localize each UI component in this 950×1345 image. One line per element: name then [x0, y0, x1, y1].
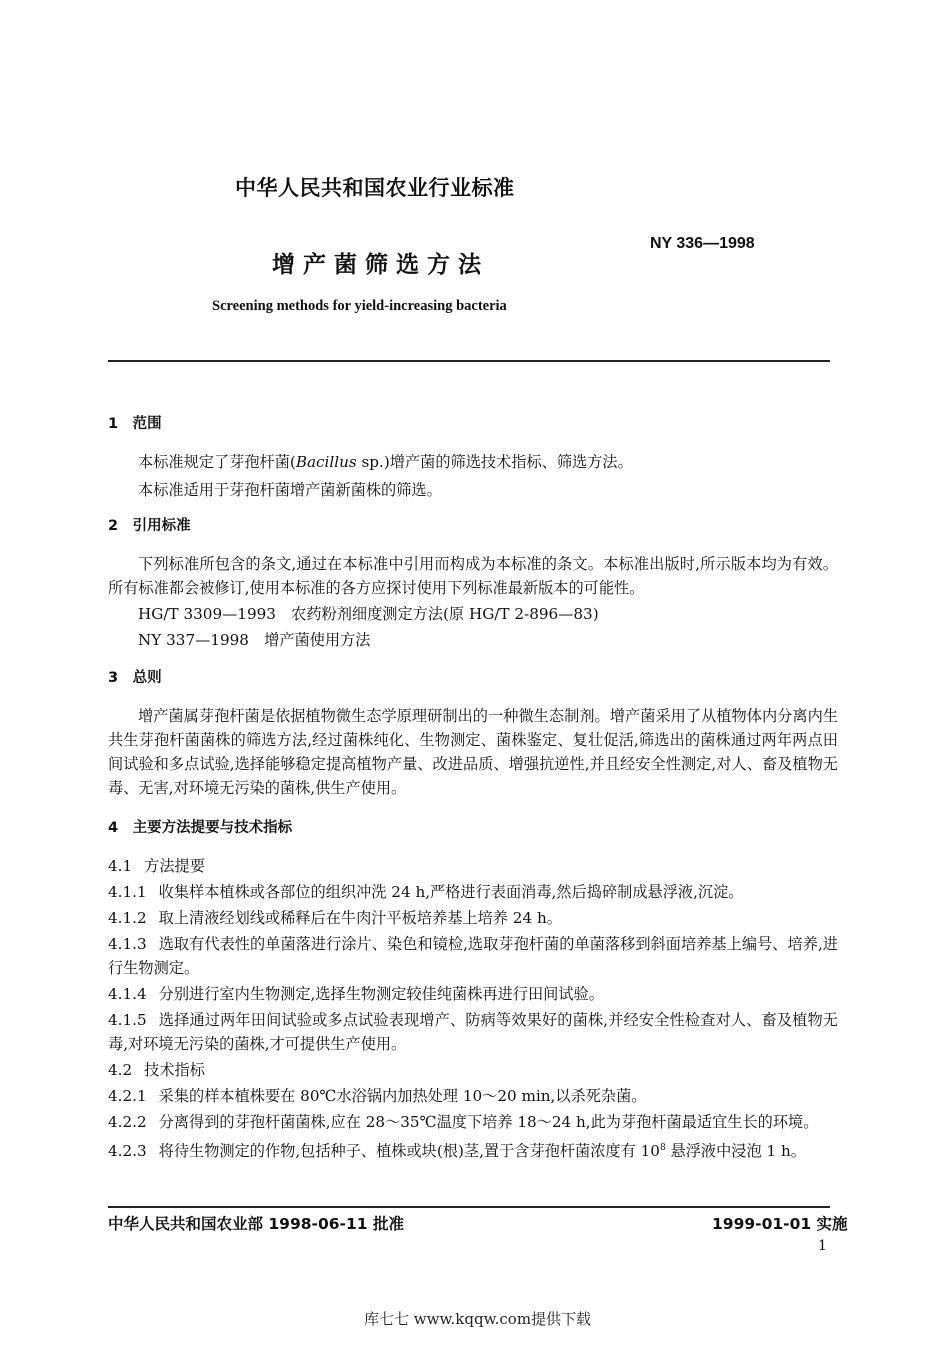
page-number: 1 — [818, 1238, 827, 1254]
download-watermark: 库七七 www.kqqw.com提供下载 — [364, 1310, 592, 1328]
subsection-4-1: 4.1 方法提要 — [108, 857, 205, 875]
concentration-exponent: 8 — [659, 1143, 666, 1153]
latin-genus-name: Bacillus — [295, 453, 357, 471]
item-4-1-5: 4.1.5 选择通过两年田间试验或多点试验表现增产、防病等效果好的菌株,并经安全性检查对人、畜及植物无毒,对环境无污染的菌株,才可提供生产使用。 — [108, 1011, 838, 1053]
item-4-1-4: 4.1.4 分别进行室内生物测定,选择生物测定较佳纯菌株再进行田间试验。 — [108, 985, 604, 1003]
document-body — [108, 412, 838, 1163]
document-title-zh: 增产菌筛选方法 — [272, 252, 489, 278]
approval-date: 中华人民共和国农业部 1998-06-11 批准 — [108, 1215, 404, 1233]
item-4-1-2: 4.1.2 取上清液经划线或稀释后在牛肉汁平板培养基上培养 24 h。 — [108, 909, 562, 927]
item-4-1-1: 4.1.1 收集样本植株或各部位的组织冲洗 24 h,严格进行表面消毒,然后捣碎制成悬浮液,沉淀。 — [108, 883, 744, 901]
section-1-paragraph-1: 本标准规定了芽孢杆菌(Bacillus sp.)增产菌的筛选技术指标、筛选方法。 — [138, 453, 633, 471]
item-4-2-1: 4.2.1 采集的样本植株要在 80℃水浴锅内加热处理 10～20 min,以杀死杂菌。 — [108, 1087, 647, 1105]
effective-date: 1999-01-01 实施 — [712, 1215, 848, 1233]
subsection-4-2: 4.2 技术指标 — [108, 1061, 205, 1079]
section-4-heading: 4 主要方法提要与技术指标 — [108, 820, 293, 836]
section-3-paragraph-1: 增产菌属芽孢杆菌是依据植物微生态学原理研制出的一种微生态制剂。增产菌采用了从植物体内分离内生共生芽孢杆菌菌株的筛选方法,经过菌株纯化、生物测定、菌株鉴定、复壮促活,筛选出的菌株通过两年两点田间试验和多点试验,选择能够稳定提高植物产量、改进品质、增强抗逆性,并且经安全性测定,对人、畜及植物无毒、无害,对环境无污染的菌株,供生产使用。 — [108, 707, 838, 797]
section-2-heading: 2 引用标准 — [108, 518, 191, 534]
reference-standard-1: HG/T 3309—1993 农药粉剂细度测定方法(原 HG/T 2-896—83) — [138, 605, 599, 623]
section-1-paragraph-2: 本标准适用于芽孢杆菌增产菌新菌株的筛选。 — [138, 481, 442, 499]
section-1-heading: 1 范围 — [108, 416, 162, 432]
section-3-heading: 3 总则 — [108, 670, 162, 686]
item-4-2-3: 4.2.3 将待生物测定的作物,包括种子、植株或块(根)茎,置于含芽孢杆菌浓度有 $10^8$ 悬浮液中浸泡 1 h。 — [108, 1142, 806, 1160]
reference-standard-2: NY 337—1998 增产菌使用方法 — [138, 631, 371, 649]
document-title-en: Screening methods for yield-increasing bacteria — [212, 298, 507, 314]
header-divider — [108, 360, 830, 362]
issuing-authority: 中华人民共和国农业行业标准 — [235, 176, 515, 200]
item-4-2-2: 4.2.2 分离得到的芽孢杆菌菌株,应在 28～35℃温度下培养 18～24 h,此为芽孢杆菌最适宜生长的环境。 — [108, 1113, 819, 1131]
standard-number: NY 336—1998 — [650, 235, 755, 252]
section-2-paragraph-1: 下列标准所包含的条文,通过在本标准中引用而构成为本标准的条文。本标准出版时,所示版本均为有效。所有标准都会被修订,使用本标准的各方应探讨使用下列标准最新版本的可能性。 — [108, 555, 838, 597]
item-4-1-3: 4.1.3 选取有代表性的单菌落进行涂片、染色和镜检,选取芽孢杆菌的单菌落移到斜面培养基上编号、培养,进行生物测定。 — [108, 935, 838, 977]
footer-divider — [108, 1206, 830, 1208]
